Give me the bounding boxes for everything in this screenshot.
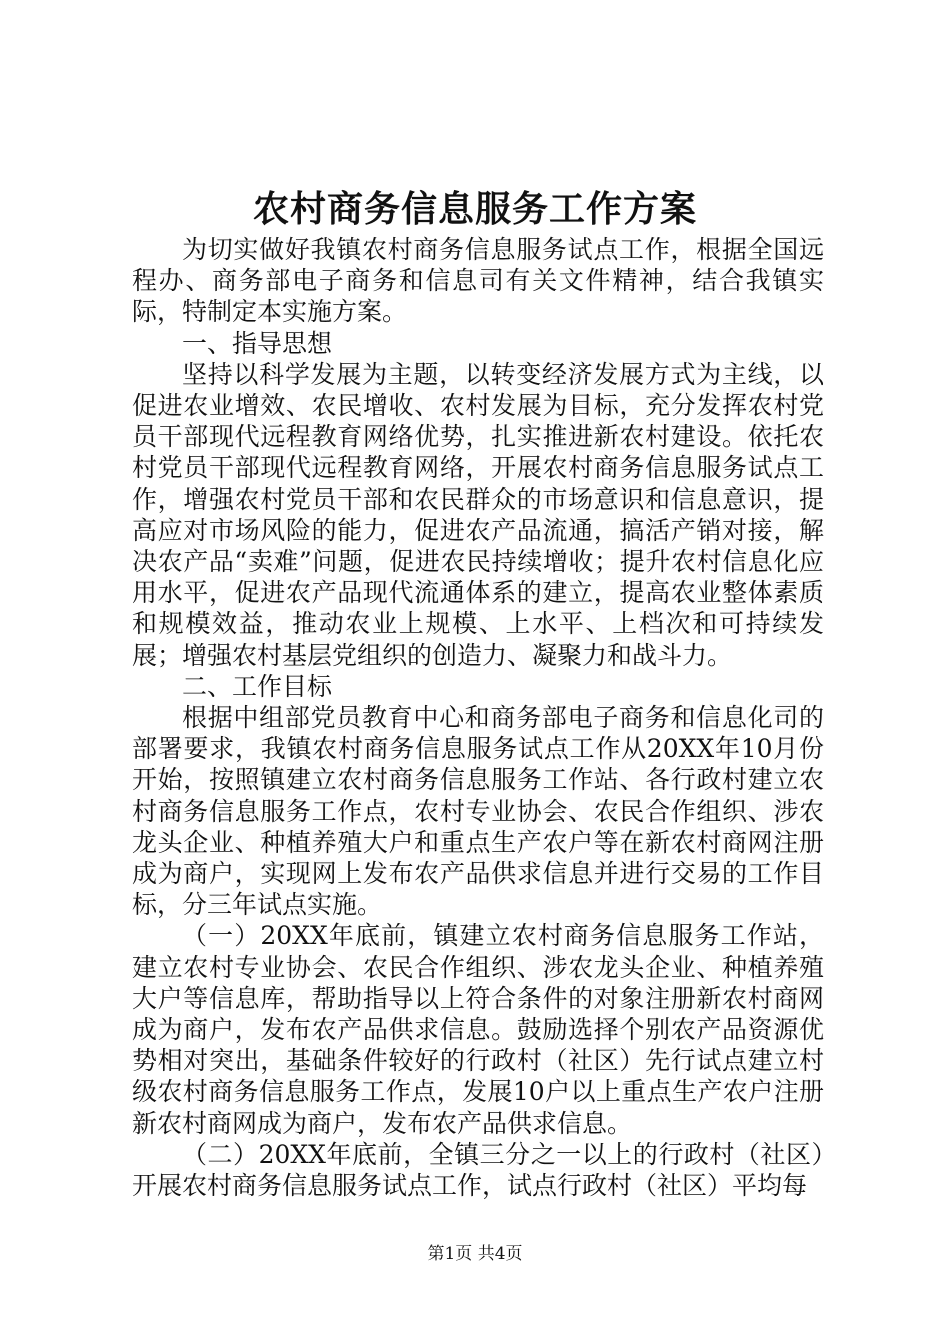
guiding-ideology-paragraph: 坚持以科学发展为主题，以转变经济发展方式为主线，以促进农业增效、农民增收、农村发展为目标，充分发挥农村党员干部现代远程教育网络优势，扎实推进新农村建设。依托农村党员干部现代远程教育网络，开展农村商务信息服务试点工作，增强农村党员干部和农民群众的市场意识和信息意识，提高应对市场风险的能力，促进农产品流通，搞活产销对接，解决农产品“卖难”问题，促进农民持续增收；提升农村信息化应用水平，促进农产品现代流通体系的建立，提高农业整体素质和规模效益，推动农业上规模、上水平、上档次和可持续发展；增强农村基层党组织的创造力、凝聚力和战斗力。	[132, 359, 824, 670]
document-title: 农村商务信息服务工作方案	[252, 188, 697, 230]
goal-item-1-paragraph: （一）20XX年底前，镇建立农村商务信息服务工作站，建立农村专业协会、农民合作组织、涉农龙头企业、种植养殖大户等信息库，帮助指导以上符合条件的对象注册新农村商网成为商户，发布农产品供求信息。鼓励选择个别农产品资源优势相对突出，基础条件较好的行政村（社区）先行试点建立村级农村商务信息服务工作点，发展10户以上重点生产农户注册新农村商网成为商户，发布农产品供求信息。	[132, 921, 824, 1138]
page-number-footer: 第1页 共4页	[427, 1244, 523, 1264]
section-heading-guiding-ideology: 一、指导思想	[182, 328, 333, 358]
document-body	[132, 234, 824, 1201]
intro-paragraph: 为切实做好我镇农村商务信息服务试点工作，根据全国远程办、商务部电子商务和信息司有关文件精神，结合我镇实际，特制定本实施方案。	[132, 235, 824, 327]
goal-item-2-paragraph: （二）20XX年底前，全镇三分之一以上的行政村（社区）开展农村商务信息服务试点工作，试点行政村（社区）平均每	[132, 1139, 824, 1201]
work-goals-paragraph: 根据中组部党员教育中心和商务部电子商务和信息化司的部署要求，我镇农村商务信息服务试点工作从20XX年10月份开始，按照镇建立农村商务信息服务工作站、各行政村建立农村商务信息服务工作点，农村专业协会、农民合作组织、涉农龙头企业、种植养殖大户和重点生产农户等在新农村商网注册成为商户，实现网上发布农产品供求信息并进行交易的工作目标，分三年试点实施。	[132, 703, 824, 920]
section-heading-work-goals: 二、工作目标	[182, 671, 333, 701]
